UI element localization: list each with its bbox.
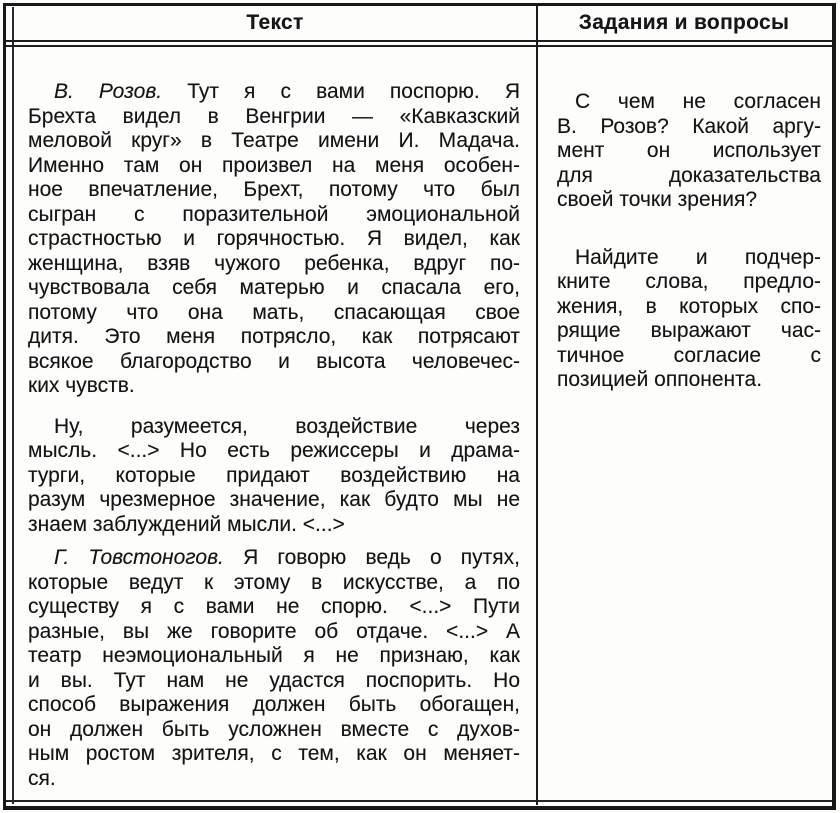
text-line-rest: Тут я с вами поспорю. Я	[187, 80, 520, 103]
text-line: ным ростом зрителя, с тем, как он меняет-	[28, 742, 520, 765]
table-bottom-thin-rule	[6, 800, 832, 802]
header-separator-rule-bottom	[6, 45, 832, 47]
header-cell-tasks: Задания и вопросы	[578, 11, 790, 34]
text-line: рящие выражают час-	[557, 319, 821, 342]
text-line: существу я с вами не спорю. <...> Пути	[28, 595, 520, 618]
text-line: своей точки зрения?	[557, 188, 758, 211]
text-line: позицией оппонента.	[557, 368, 763, 391]
column-divider-rule	[536, 6, 538, 805]
task-underline-instruction	[557, 246, 821, 393]
text-line: турги, которые придают воздействию на	[28, 463, 520, 487]
text-line: ких чувств.	[28, 374, 135, 397]
tasks-column-cell	[557, 90, 821, 393]
text-line: мент он использует	[557, 139, 821, 162]
text-line: он должен быть усложнен вместе с духов-	[28, 717, 520, 741]
text-line: разум чрезмерное значение, как будто мы не	[28, 488, 520, 511]
text-line: меловой круг» в Театре имени И. Мадача.	[28, 129, 520, 152]
text-line: страстностью и горячностью. Я видел, как	[28, 227, 520, 250]
header-separator-rule-top	[6, 40, 832, 42]
text-line: Ну, разумеется, воздействие через	[54, 414, 520, 438]
speaker-name: Г. Товстоногов.	[54, 546, 224, 569]
text-line: всякое благородство и высота человечес-	[28, 349, 520, 373]
text-line: кните слова, предло-	[557, 270, 821, 293]
text-line: и вы. Тут нам не удастся поспорить. Но	[28, 668, 520, 692]
text-column-cell	[28, 80, 520, 791]
text-line: способ выражения должен быть обогащен,	[28, 693, 520, 716]
text-line: дитя. Это меня потрясло, как потрясают	[28, 325, 520, 348]
speaker-name: В. Розов.	[54, 80, 163, 103]
paragraph-tovstonogov	[28, 546, 520, 791]
text-line: знаем заблуждений мысли. <...>	[28, 512, 345, 536]
text-line: ное впечатление, Брехт, потому что был	[28, 178, 520, 201]
text-line: чувствовала себя матерью и спасала его,	[28, 276, 520, 299]
text-line: сыгран с поразительной эмоциональной	[28, 202, 520, 226]
text-line: Найдите и подчер-	[575, 245, 821, 269]
text-line: которые ведут к этому в искусстве, а по	[28, 570, 520, 594]
text-line	[28, 80, 520, 105]
task-question	[557, 90, 821, 213]
text-line: Именно там он произвел на меня особен-	[28, 153, 520, 177]
paragraph-rozov	[28, 80, 520, 399]
text-line: женщина, взяв чужого ребенка, вдруг по-	[28, 251, 520, 275]
text-line: разные, вы же говорите об отдаче. <...> А	[28, 619, 520, 643]
text-line: В. Розов? Какой аргу-	[557, 114, 821, 138]
text-line-rest: Я говорю ведь о путях,	[243, 546, 520, 569]
table-inner-left-rule	[12, 7, 14, 804]
text-line: мысль. <...> Но есть режиссеры и драма-	[28, 439, 520, 462]
text-line: потому что она мать, спасающая свое	[28, 300, 520, 324]
text-line: жения, в которых спо-	[557, 294, 821, 318]
text-line: ся.	[28, 766, 56, 790]
text-line: тичное согласие с	[557, 343, 821, 367]
text-line: С чем не согласен	[575, 90, 821, 113]
header-cell-text: Текст	[246, 11, 304, 34]
text-line: Брехта видел в Венгрии — «Кавказский	[28, 104, 520, 128]
text-line: театр неэмоциональный я не признаю, как	[28, 644, 520, 667]
paragraph-rozov-continued	[28, 415, 520, 538]
text-line: для доказательства	[557, 163, 821, 187]
text-line	[28, 546, 520, 571]
